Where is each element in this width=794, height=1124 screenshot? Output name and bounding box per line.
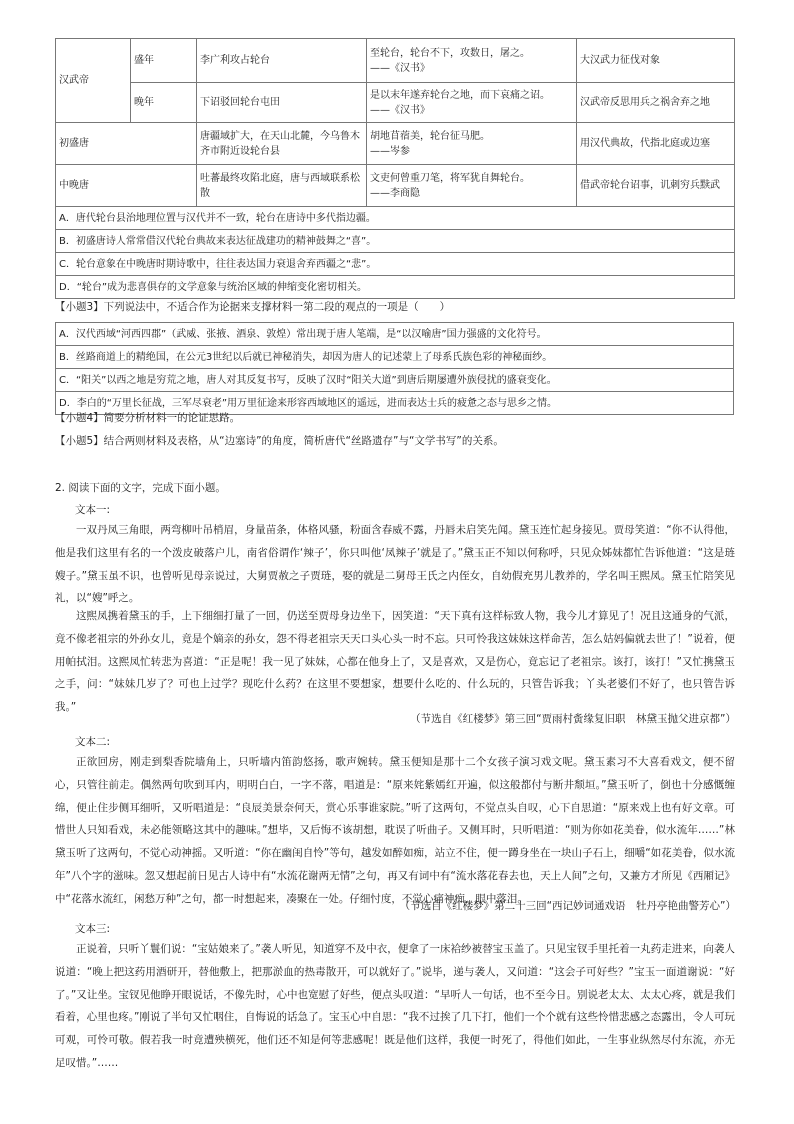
option-d[interactable]: D．李白的“万里长征战，三军尽衰老”用万里征途来形容西域地区的遥远，进而表达士兵的疲惫之态与思乡之情。 [56,392,734,415]
event-cell: 李广利攻占轮台 [197,39,367,83]
question-5: 【小题5】结合两则材料及表格，从“边塞诗”的角度，简析唐代“丝路遗存”与“文学书写”的关系。 [55,435,504,447]
poem-cell [367,165,577,207]
dynasty-cell: 汉武帝 [56,39,131,123]
option-b[interactable]: B．丝路商道上的精绝国，在公元3世纪以后就已神秘消失，却因为唐人的记述蒙上了母系氏族色彩的神秘面纱。 [56,346,734,369]
option-row[interactable] [56,207,735,230]
text-3-paragraph-1: 正说着，只听丫鬟们说：“宝姑娘来了。”袭人听见，知道穿不及中衣，便拿了一床袷纱被替宝玉盖了。只见宝钗手里托着一丸药走进来，向袭人说道：“晚上把这药用酒研开，替他敷上，把那淤血的热毒散开，可以就好了。”说毕，递与袭人，又问道：“这会子可好些？”宝玉一面道谢说：“好了。”又让坐。宝钗见他睁开眼说话，不像先时，心中也宽慰了好些，便点头叹道：“早听人一句话，也不至今日。别说老太太、太太心疼，就是我们看着，心里也疼。”刚说了半句又忙咽住，自悔说的话急了。宝玉心中自思：“我不过挨了几下打，他们一个个就有这些怜惜悲感之态露出，令人可玩可观，可怜可敬。假若我一时竟遭殃横死，他们还不知是何等悲感呢！既是他们这样，我便一时死了，得他们如此，一生事业纵然尽付东流，亦无足叹惜。”…… [55,943,735,1069]
text-1-paragraph-1: 一双丹凤三角眼，两弯柳叶吊梢眉，身量苗条，体格风骚，粉面含春威不露，丹唇未启笑先闻。黛玉连忙起身接见。贾母笑道：“你不认得他，他是我们这里有名的一个泼皮破落户儿，南省俗谓作‘辣子’，你只叫他‘凤辣子’就是了。”黛玉正不知以何称呼，只见众姊妹都忙告诉他道：“这是琏嫂子。”黛玉虽不识，也曾听见母亲说过，大舅贾赦之子贾琏，娶的就是二舅母王氏之内侄女，自幼假充男儿教养的，学名叫王熙凤。黛玉忙陪笑见礼，以“嫂”呼之。 [55,524,735,605]
option-row[interactable] [56,323,734,346]
text-2-source: （节选自《红楼梦》第二十三回“西记妙词通戏语 牡丹亭艳曲警芳心”） [399,900,736,912]
table-row [56,83,735,123]
question-3-options [55,322,734,415]
option-a[interactable]: A．汉代西域“河西四郡”（武威、张掖、酒泉、敦煌）常出现于唐人笔端，是“以汉喻唐”国力强盛的文化符号。 [56,323,734,346]
event-cell [197,165,367,207]
event-text: 唐疆域扩大，在天山北麓，今乌鲁木 [200,130,360,142]
text-1-label: 文本一: [75,504,111,516]
poem-source: ——岑参 [370,145,410,157]
event-cell: 下诏驳回轮台屯田 [197,83,367,123]
option-b[interactable]: B．初盛唐诗人常常借汉代轮台典故来表达征战建功的精神鼓舞之“喜”。 [56,230,735,253]
history-poetry-table [55,38,735,299]
text-2-label: 文本二: [75,736,111,748]
table-row [56,39,735,83]
option-d[interactable]: D．“轮台”成为悲喜俱存的文学意象与统治区域的伸缩变化密切相关。 [56,276,735,299]
poem-cell [367,39,577,83]
meaning-cell: 借武帝轮台诏事，讥刺穷兵黩武 [577,165,735,207]
option-c[interactable]: C．轮台意象在中晚唐时期诗歌中，往往表达国力衰退舍弃西疆之“悲”。 [56,253,735,276]
meaning-cell: 用汉代典故，代指北庭或边塞 [577,123,735,165]
dynasty-cell: 初盛唐 [56,123,197,165]
poem-text: 至轮台，轮台不下，攻数日，屠之。 [370,47,530,59]
option-c[interactable]: C．“阳关”以西之地是穷荒之地，唐人对其反复书写，反映了汉时“阳关大道”到唐后期屡遭外族侵扰的盛衰变化。 [56,369,734,392]
event-text: 齐市附近设轮台县 [200,145,280,157]
poem-text: 文吏何曾重刀笔，将军犹自舞轮台。 [370,172,530,184]
event-text: 吐蕃最终攻陷北庭，唐与西域联系松 [200,172,360,184]
meaning-cell: 汉武帝反思用兵之祸舍弃之地 [577,83,735,123]
table-row [56,123,735,165]
poem-cell [367,83,577,123]
dynasty-cell: 中晚唐 [56,165,197,207]
option-row[interactable] [56,276,735,299]
table-row [56,165,735,207]
poem-text: 胡地苜蓿美，轮台征马肥。 [370,130,490,142]
question-4: 【小题4】简要分析材料一的论证思路。 [55,412,241,424]
poem-text: 是以末年遂弃轮台之地，而下哀痛之诏。 [370,89,550,101]
period-cell: 晚年 [131,83,197,123]
meaning-cell: 大汉武力征伐对象 [577,39,735,83]
section-2-heading: 2. 阅读下面的文字，完成下面小题。 [55,482,226,494]
text-1-source: （节选自《红楼梦》第三回“贾雨村夤缘复旧职 林黛玉抛父进京都”） [410,713,736,725]
text-3-label: 文本三: [75,923,111,935]
text-1-paragraph-2: 这熙凤携着黛玉的手，上下细细打量了一回，仍送至贾母身边坐下，因笑道：“天下真有这样标致人物，我今儿才算见了！况且这通身的气派，竟不像老祖宗的外孙女儿，竟是个嫡亲的孙女，怨不得老祖宗天天口头心头一时不忘。只可怜我这妹妹这样命苦，怎么姑妈偏就去世了！”说着，便用帕拭泪。这熙凤忙转悲为喜道：“正是呢！我一见了妹妹，心都在他身上了，又是喜欢，又是伤心，竟忘记了老祖宗。该打，该打！”又忙携黛玉之手，问：“妹妹几岁了？可也上过学？现吃什么药？在这里不要想家，想要什么吃的、什么玩的，只管告诉我；丫头老婆们不好了，也只管告诉我。” [55,610,735,714]
event-cell [197,123,367,165]
option-row[interactable] [56,346,734,369]
poem-source: ——李商隐 [370,187,420,199]
option-row[interactable] [56,253,735,276]
question-3-title: 【小题3】下列说法中，不适合作为论据来支撑材料一第二段的观点的一项是（ ） [55,301,451,313]
option-row[interactable] [56,369,734,392]
option-a[interactable]: A．唐代轮台县治地理位置与汉代并不一致，轮台在唐诗中多代指边疆。 [56,207,735,230]
event-text: 散 [200,187,210,199]
poem-cell [367,123,577,165]
text-2-paragraph-1: 正欲回房，刚走到梨香院墙角上，只听墙内笛韵悠扬，歌声婉转。黛玉便知是那十二个女孩子演习戏文呢。黛玉素习不大喜看戏文，便不留心，只管往前走。偶然两句吹到耳内，明明白白，一字不落，唱道是：“原来姹紫嫣红开遍，似这般都付与断井颓垣。”黛玉听了，倒也十分感慨缠绵，便止住步侧耳细听，又听唱道是：“良辰美景奈何天，赏心乐事谁家院。”听了这两句，不觉点头自叹，心下自思道：“原来戏上也有好文章。可惜世人只知看戏，未必能领略这其中的趣味。”想毕，又后悔不该胡想，耽误了听曲子。又侧耳时，只听唱道：“则为你如花美眷，似水流年……”林黛玉听了这两句，不觉心动神摇。又听道：“你在幽闺自怜”等句，越发如醉如痴，站立不住，便一蹲身坐在一块山子石上，细嚼“如花美眷，似水流年”八个字的滋味。忽又想起前日见古人诗中有“水流花谢两无情”之句，再又有词中有“流水落花春去也，天上人间”之句，又兼方才所见《西厢记》中“花落水流红，闲愁万种”之句，都一时想起来，凑聚在一处。仔细忖度，不觉心痛神痴，眼中落泪。 [55,756,735,905]
poem-source: ——《汉书》 [370,62,430,74]
period-cell: 盛年 [131,39,197,83]
option-row[interactable] [56,230,735,253]
poem-source: ——《汉书》 [370,104,430,116]
